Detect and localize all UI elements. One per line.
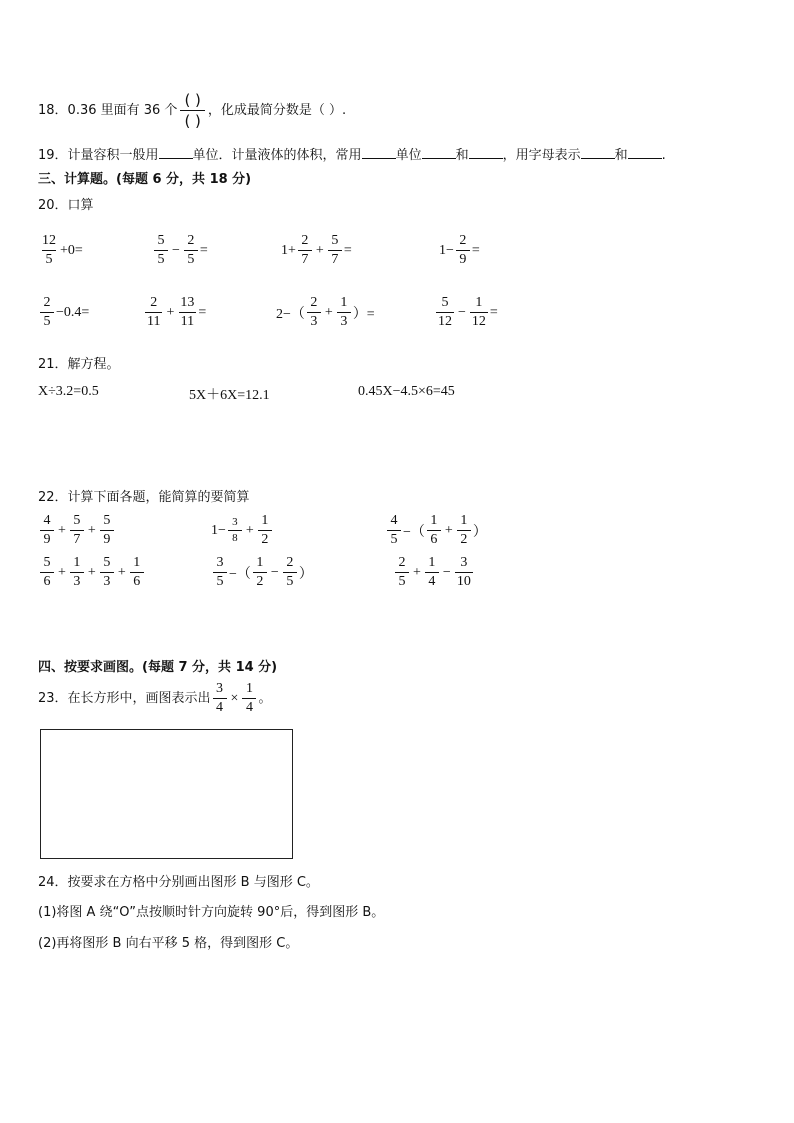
q22-title: 22．计算下面各题，能简算的要简算 xyxy=(38,490,250,505)
fraction: $\frac{5}{9}$ xyxy=(100,514,114,547)
fraction: $\frac{1}{3}$ xyxy=(337,296,351,329)
fraction: $\frac{1}{3}$ xyxy=(70,556,84,589)
fraction: $\frac{1}{2}$ xyxy=(258,514,272,547)
q18-frac-den: ( ) xyxy=(180,110,204,129)
q23-suffix: 。 xyxy=(258,690,272,706)
q24-step1: (1)将图 A 绕“O”点按顺时针方向旋转 90°后，得到图形 B。 xyxy=(38,905,385,920)
fraction: $\frac{3}{4}$ xyxy=(213,682,227,715)
q20-r1-e3: 1+ $\frac{2}{7}$ + $\frac{5}{7}$ = xyxy=(281,233,352,267)
q23-prefix: 23．在长方形中，画图表示出 xyxy=(38,690,211,706)
fraction: $\frac{2}{3}$ xyxy=(307,296,321,329)
q20-r2-e1: $\frac{2}{5}$ −0.4= xyxy=(38,296,89,329)
q18-fraction-blank xyxy=(180,92,204,129)
fraction: $\frac{1}{2}$ xyxy=(457,514,471,547)
q19-blank-3 xyxy=(422,146,456,159)
q18-frac-num: ( ) xyxy=(184,91,201,109)
fraction: $\frac{5}{12}$ xyxy=(438,295,452,329)
fraction: $\frac{3}{8}$ xyxy=(228,517,242,544)
q19-blank-2 xyxy=(362,146,396,159)
q18 xyxy=(38,92,346,129)
q19-part-1: 19．计量容积一般用 xyxy=(38,148,159,163)
fraction: $\frac{5}{6}$ xyxy=(40,556,54,589)
q19-blank-1 xyxy=(159,146,193,159)
fraction: $\frac{12}{5}$ xyxy=(42,233,56,267)
q21-eq2: 5X＋6X=12.1 xyxy=(189,388,270,403)
fraction: $\frac{5}{7}$ xyxy=(70,514,84,547)
section-4-title: 四、按要求画图。(每题 7 分，共 14 分) xyxy=(38,660,278,675)
q20-r1-e1: $\frac{12}{5}$ +0= xyxy=(42,233,83,267)
q19-part-7: . xyxy=(661,148,666,163)
q18-suffix: ，化成最简分数是（ ）. xyxy=(207,102,347,118)
q19-part-3: 单位 xyxy=(395,148,422,163)
q21-eq3: 0.45X−4.5×6=45 xyxy=(358,384,455,399)
fraction: $\frac{2}{11}$ xyxy=(147,295,161,329)
fraction: $\frac{5}{7}$ xyxy=(328,234,342,267)
q19-part-5: ，用字母表示 xyxy=(502,148,581,163)
fraction: $\frac{1}{2}$ xyxy=(253,556,267,589)
q22-r2c2: $\frac{3}{5}$ −（ $\frac{1}{2}$ − $\frac{2}{5}$ ） xyxy=(211,556,313,589)
q19-blank-5 xyxy=(581,146,615,159)
q19-part-4: 和 xyxy=(455,148,469,163)
fraction: $\frac{3}{10}$ xyxy=(456,555,471,589)
q24-step2: (2)再将图形 B 向右平移 5 格，得到图形 C。 xyxy=(38,936,299,951)
q20-r2-e4: $\frac{5}{12}$ − $\frac{1}{12}$ = xyxy=(438,295,498,329)
q21-title: 21．解方程。 xyxy=(38,357,120,372)
q22-r2c1: $\frac{5}{6}$ + $\frac{1}{3}$ + $\frac{5}{3}$ + $\frac{1}{6}$ xyxy=(38,556,146,589)
fraction: $\frac{4}{5}$ xyxy=(387,514,401,547)
fraction: $\frac{2}{9}$ xyxy=(456,234,470,267)
drawing-rectangle[interactable] xyxy=(40,729,293,859)
q22-r1c2: 1− $\frac{3}{8}$ + $\frac{1}{2}$ xyxy=(211,514,274,547)
fraction: $\frac{2}{7}$ xyxy=(298,234,312,267)
q22-r1c1: $\frac{4}{9}$ + $\frac{5}{7}$ + $\frac{5}{9}$ xyxy=(38,514,116,547)
fraction: $\frac{3}{5}$ xyxy=(213,556,227,589)
fraction: $\frac{2}{5}$ xyxy=(184,234,198,267)
fraction: $\frac{2}{5}$ xyxy=(40,296,54,329)
fraction: $\frac{1}{4}$ xyxy=(242,682,256,715)
fraction: $\frac{13}{11}$ xyxy=(180,295,195,329)
q23: 23．在长方形中，画图表示出 $\frac{3}{4}$ × $\frac{1}{4}$ 。 xyxy=(38,681,272,715)
q19-part-2: 单位．计量液体的体积，常用 xyxy=(192,148,362,163)
q19 xyxy=(38,146,666,164)
fraction: $\frac{2}{5}$ xyxy=(283,556,297,589)
q22-r1c3: $\frac{4}{5}$ −（ $\frac{1}{6}$ + $\frac{1}{2}$ ） xyxy=(385,514,487,547)
q20-r2-e3: 2−（ $\frac{2}{3}$ + $\frac{1}{3}$ ）= xyxy=(276,295,375,329)
q20-r1-e4: 1− $\frac{2}{9}$ = xyxy=(439,233,480,267)
q20-r2-e2: $\frac{2}{11}$ + $\frac{13}{11}$ = xyxy=(147,295,207,329)
q19-blank-6 xyxy=(628,146,662,159)
q24-title: 24．按要求在方格中分别画出图形 B 与图形 C。 xyxy=(38,875,319,890)
q20-r1-e2: $\frac{5}{5}$ − $\frac{2}{5}$ = xyxy=(152,234,208,267)
q20-title: 20．口算 xyxy=(38,198,94,213)
q22-r2c3: $\frac{2}{5}$ + $\frac{1}{4}$ − $\frac{3}{10}$ xyxy=(393,556,475,589)
fraction: $\frac{5}{3}$ xyxy=(100,556,114,589)
fraction: $\frac{4}{9}$ xyxy=(40,514,54,547)
fraction: $\frac{5}{5}$ xyxy=(154,234,168,267)
q18-prefix: 18．0.36 里面有 36 个 xyxy=(38,102,178,118)
fraction: $\frac{1}{4}$ xyxy=(425,556,439,589)
fraction: $\frac{2}{5}$ xyxy=(395,556,409,589)
q21-eq1: X÷3.2=0.5 xyxy=(38,384,99,399)
q19-part-6: 和 xyxy=(614,148,628,163)
section-3-title: 三、计算题。(每题 6 分，共 18 分) xyxy=(38,172,252,187)
fraction: $\frac{1}{6}$ xyxy=(427,514,441,547)
fraction: $\frac{1}{6}$ xyxy=(130,556,144,589)
q19-blank-4 xyxy=(469,146,503,159)
fraction: $\frac{1}{12}$ xyxy=(471,295,486,329)
